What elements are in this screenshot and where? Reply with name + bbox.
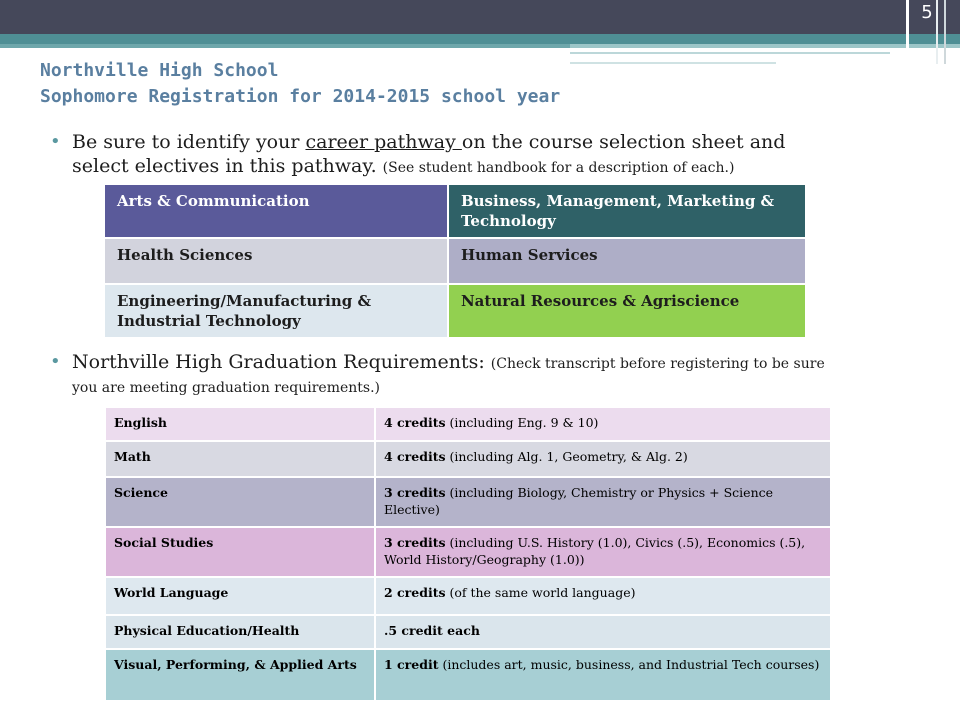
requirement-subject: Social Studies	[105, 527, 375, 577]
credit-amount: 2 credits	[384, 585, 446, 600]
credit-detail: (including Alg. 1, Geometry, & Alg. 2)	[445, 449, 688, 464]
requirement-subject: English	[105, 407, 375, 441]
accent-vertical-line	[944, 0, 946, 64]
requirement-subject: Science	[105, 477, 375, 527]
bullet-dot-icon: •	[50, 131, 61, 152]
title-line-1: Northville High School	[40, 60, 279, 81]
requirement-subject: Physical Education/Health	[105, 615, 375, 649]
accent-vertical-line	[906, 0, 909, 64]
credit-detail: (of the same world language)	[445, 585, 636, 600]
slide-number: 5	[921, 2, 933, 23]
credit-amount: 1 credit	[384, 657, 439, 672]
pathway-row	[104, 184, 806, 238]
accent-band-right	[570, 44, 960, 48]
requirement-credits	[375, 577, 831, 615]
transcript-note: (Check transcript before registering to be sure	[490, 356, 825, 372]
accent-rule	[570, 52, 890, 54]
requirement-row	[105, 407, 831, 441]
requirement-subject: World Language	[105, 577, 375, 615]
credit-amount: 4 credits	[384, 449, 446, 464]
requirement-credits	[375, 615, 831, 649]
pathway-row	[104, 238, 806, 284]
pathway-row	[104, 284, 806, 338]
requirement-row	[105, 577, 831, 615]
pathway-cell: Arts & Communication	[104, 184, 448, 238]
accent-band-left	[0, 44, 570, 48]
pathway-cell: Engineering/Manufacturing & Industrial Technology	[104, 284, 448, 338]
requirement-credits	[375, 649, 831, 701]
pathway-cell: Natural Resources & Agriscience	[448, 284, 806, 338]
requirement-row	[105, 615, 831, 649]
requirement-credits	[375, 441, 831, 477]
pathway-cell: Health Sciences	[104, 238, 448, 284]
pathway-cell: Human Services	[448, 238, 806, 284]
credit-detail: (including U.S. History (1.0), Civics (.5), Economics (.5), World History/Geography (1.0))	[384, 535, 806, 567]
requirement-credits	[375, 527, 831, 577]
career-pathway-term: career pathway	[305, 131, 462, 153]
handbook-note: (See student handbook for a description of each.)	[382, 160, 735, 176]
slide-title	[40, 58, 560, 110]
requirement-credits	[375, 407, 831, 441]
credit-amount: .5 credit each	[384, 623, 480, 638]
pathway-cell: Business, Management, Marketing & Technology	[448, 184, 806, 238]
title-line-2: Sophomore Registration for 2014-2015 school year	[40, 86, 561, 107]
requirement-subject: Math	[105, 441, 375, 477]
credit-amount: 3 credits	[384, 535, 446, 550]
career-pathways-table	[103, 183, 807, 339]
credit-detail: (includes art, music, business, and Industrial Tech courses)	[438, 657, 820, 672]
title-bar-decoration	[0, 0, 960, 34]
requirement-row	[105, 477, 831, 527]
requirement-subject: Visual, Performing, & Applied Arts	[105, 649, 375, 701]
credit-detail: (including Biology, Chemistry or Physics + Science Elective)	[384, 485, 774, 517]
graduation-requirements-table	[104, 406, 832, 702]
requirement-row	[105, 649, 831, 701]
accent-band	[0, 34, 960, 44]
credit-amount: 3 credits	[384, 485, 446, 500]
credit-detail: (including Eng. 9 & 10)	[445, 415, 599, 430]
requirement-row	[105, 441, 831, 477]
requirement-row	[105, 527, 831, 577]
bullet-dot-icon: •	[50, 351, 61, 372]
credit-amount: 4 credits	[384, 415, 446, 430]
requirement-credits	[375, 477, 831, 527]
accent-rule	[570, 62, 776, 64]
